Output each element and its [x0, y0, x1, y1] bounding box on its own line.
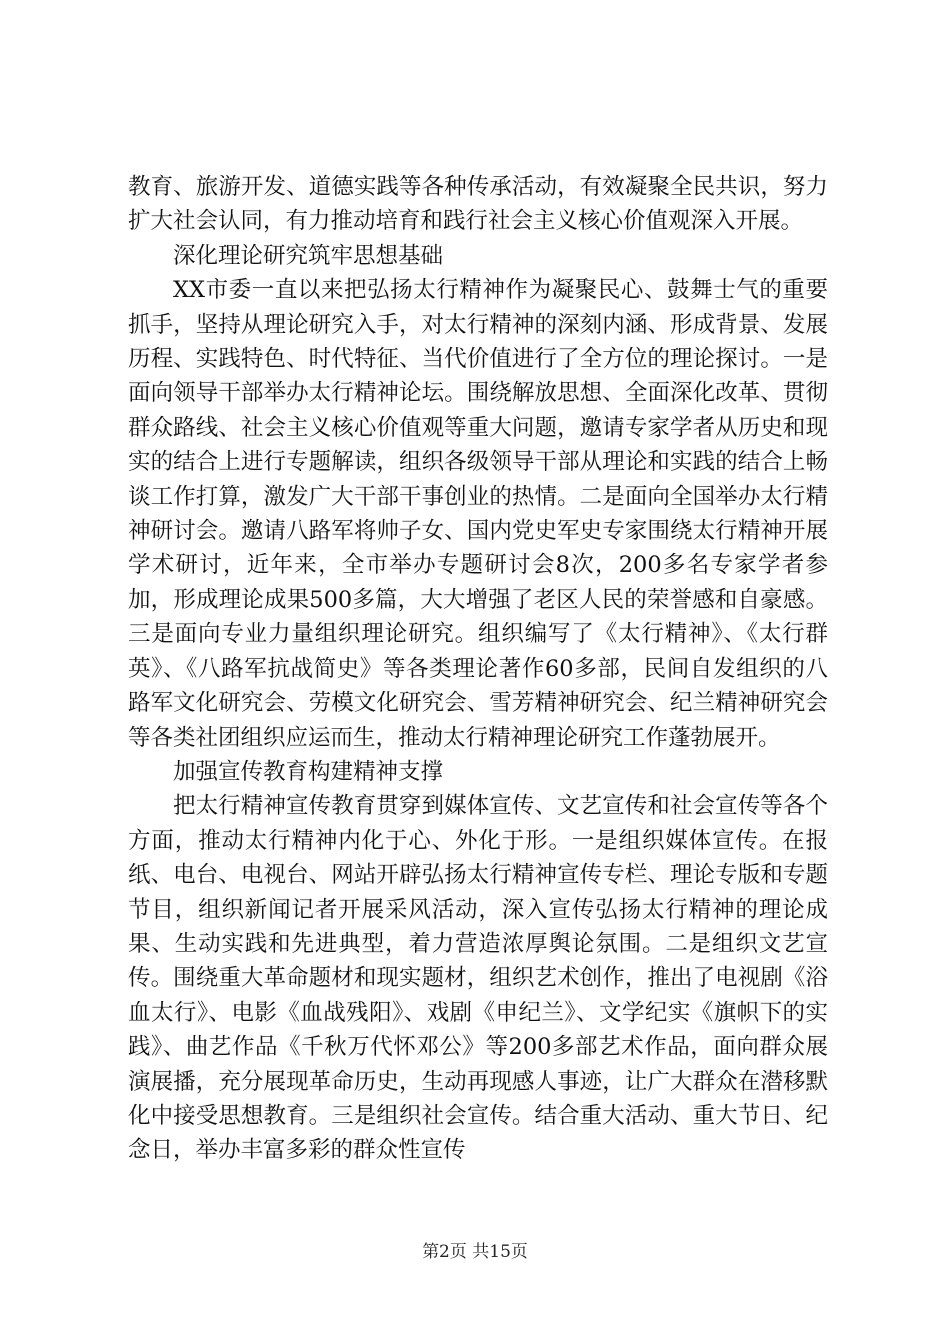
section-heading-theory: 深化理论研究筑牢思想基础	[173, 242, 444, 269]
page-footer	[0, 1241, 950, 1263]
paragraph-continuation: 教育、旅游开发、道德实践等各种传承活动，有效凝聚全民共识，努力扩大社会认同，有力推动培育和践行社会主义核心价值观深入开展。	[128, 174, 828, 235]
page-number-label: 第2页 共15页	[422, 1242, 528, 1262]
paragraph-theory-research: XX市委一直以来把弘扬太行精神作为凝聚民心、鼓舞士气的重要抓手，坚持从理论研究入手，对太行精神的深刻内涵、形成背景、发展历程、实践特色、时代特征、当代价值进行了全方位的理论探讨。一是面向领导干部举办太行精神论坛。围绕解放思想、全面深化改革、贯彻群众路线、社会主义核心价值观等重大问题，邀请专家学者从历史和现实的结合上进行专题解读，组织各级领导干部从理论和实践的结合上畅谈工作打算，激发广大干部干事创业的热情。二是面向全国举办太行精神研讨会。邀请八路军将帅子女、国内党史军史专家围绕太行精神开展学术研讨，近年来，全市举办专题研讨会8次，200多名专家学者参加，形成理论成果500多篇，大大增强了老区人民的荣誉感和自豪感。三是面向专业力量组织理论研究。组织编写了《太行精神》、《太行群英》、《八路军抗战简史》等各类理论著作60多部，民间自发组织的八路军文化研究会、劳模文化研究会、雪芳精神研究会、纪兰精神研究会等各类社团组织应运而生，推动太行精神理论研究工作蓬勃展开。	[128, 277, 828, 751]
paragraph-publicity-education: 把太行精神宣传教育贯穿到媒体宣传、文艺宣传和社会宣传等各个方面，推动太行精神内化于心、外化于形。一是组织媒体宣传。在报纸、电台、电视台、网站开辟弘扬太行精神宣传专栏、理论专版和专题节目，组织新闻记者开展采风活动，深入宣传弘扬太行精神的理论成果、生动实践和先进典型，着力营造浓厚舆论氛围。二是组织文艺宣传。围绕重大革命题材和现实题材，组织艺术创作，推出了电视剧《浴血太行》、电影《血战残阳》、戏剧《申纪兰》、文学纪实《旗帜下的实践》、曲艺作品《千秋万代怀邓公》等200多部艺术作品，面向群众展演展播，充分展现革命历史，生动再现感人事迹，让广大群众在潜移默化中接受思想教育。三是组织社会宣传。结合重大活动、重大节日、纪念日，举办丰富多彩的群众性宣传	[128, 793, 828, 1164]
document-body	[128, 170, 828, 1168]
section-heading-publicity: 加强宣传教育构建精神支撑	[173, 758, 444, 785]
